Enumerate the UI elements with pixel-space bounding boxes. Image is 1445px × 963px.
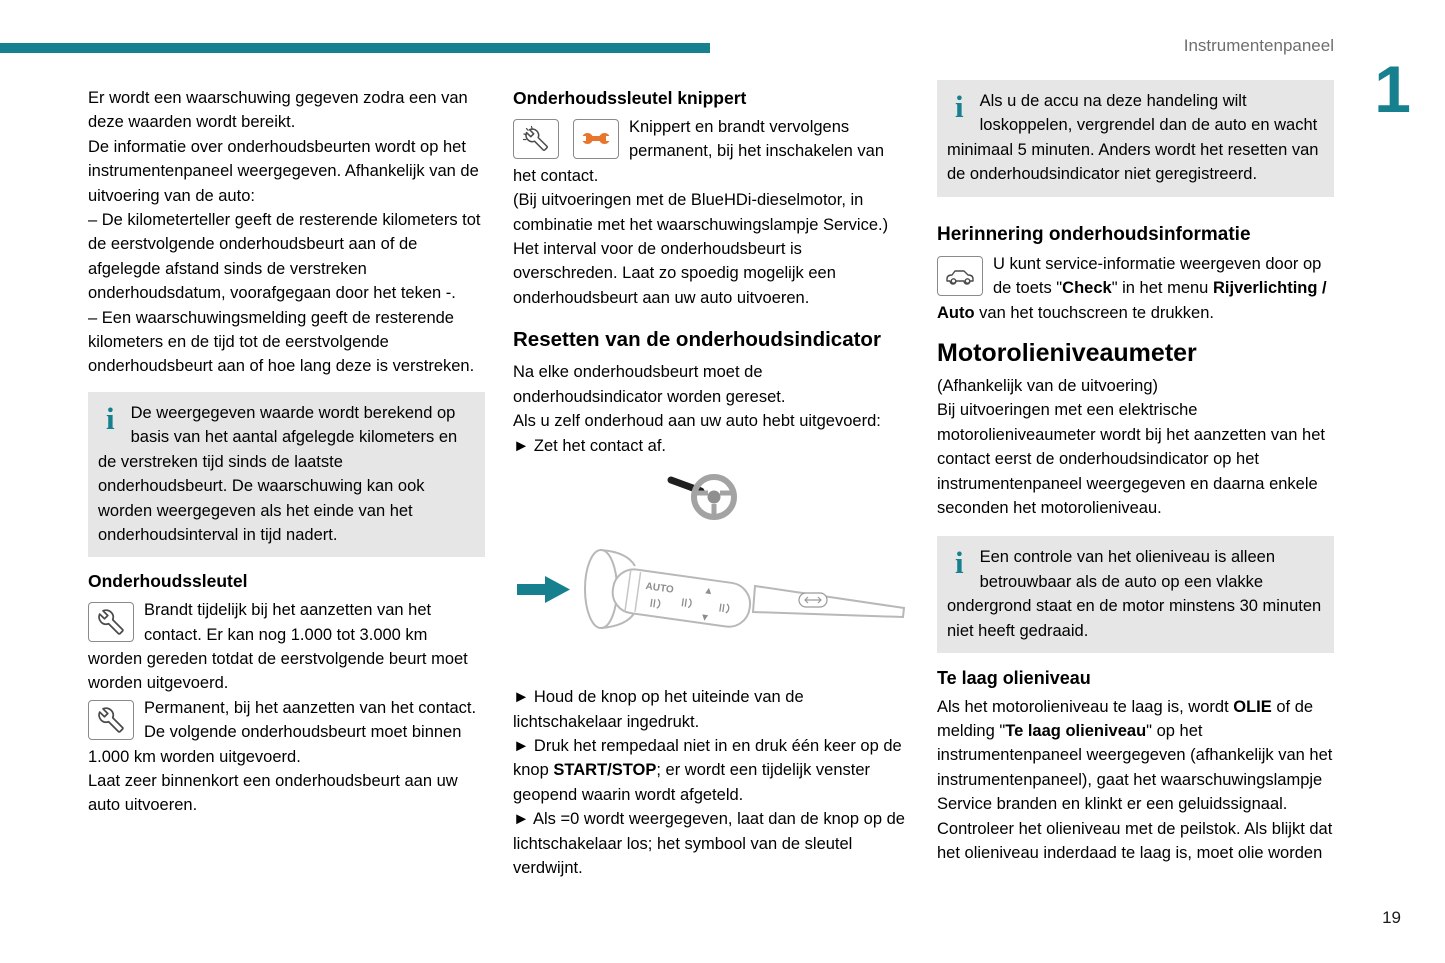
paragraph: Na elke onderhoudsbeurt moet de onderhoudsindicator worden gereset. [513, 363, 786, 406]
light-stalk-drawing [513, 466, 911, 681]
service-key-permanent [88, 696, 485, 769]
paragraph: (Afhankelijk van de uitvoering) [937, 376, 1159, 395]
steering-column-illustration [513, 466, 910, 681]
svg-text:▲: ▲ [702, 585, 715, 598]
section-heading: Onderhoudssleutel [88, 571, 248, 592]
paragraph: Bij uitvoeringen met een elektrische motorolieniveaumeter wordt bij het aanzetten van het contact eerst de onderhoudsindicator op het instrumentenpaneel weergegeven en daarna enkele seconden het motorolieniveau. [937, 401, 1325, 517]
step-item: ► Druk het rempedaal niet in en druk één keer op de knop START/STOP; er wordt een tijdelijk venster geopend waarin wordt afgeteld. [513, 736, 902, 804]
body-text: Brandt tijdelijk bij het aanzetten van het contact. Er kan nog 1.000 tot 3.000 km worden gereden totdat de eerstvolgende beurt moet worden uitgevoerd. [88, 601, 468, 693]
info-box [88, 392, 485, 557]
step-item: ► Houd de knop op het uiteinde van de lichtschakelaar ingedrukt. [513, 688, 804, 731]
info-text: Een controle van het olieniveau is alleen betrouwbaar als de auto op een vlakke ondergrond staat en de motor minstens 30 minuten niet heeft gedraaid. [947, 548, 1322, 640]
body-text: Knippert en brandt vervolgens permanent, bij het inschakelen van het contact. [513, 117, 884, 185]
bullet-item: – De kilometerteller geeft de resterende kilometers tot de eerstvolgende onderhoudsbeurt aan of de afgelegde afstand sinds de verstreken onderhoudsdatum, voorafgegaan door het teken -. [88, 211, 481, 303]
section-heading: Onderhoudssleutel knippert [513, 88, 747, 108]
service-key-blinking [513, 115, 910, 188]
wrench-icon [88, 602, 134, 642]
column-left [88, 86, 485, 818]
wrench-icon [88, 700, 134, 740]
orange-wrench-icon [573, 119, 619, 159]
service-key-steady [88, 598, 485, 696]
step-item: ► Zet het contact af. [513, 436, 666, 455]
bullet-item: – Een waarschuwingsmelding geeft de resterende kilometers en de tijd tot de eerstvolgende onderhoudsbeurt aan of hoe lang deze is verstreken. [88, 308, 475, 376]
paragraph: Er wordt een waarschuwing gegeven zodra een van deze waarden wordt bereikt. [88, 89, 468, 132]
paragraph: Als u zelf onderhoud aan uw auto hebt uitgevoerd: [513, 412, 881, 431]
service-info-reminder [937, 252, 1334, 325]
paragraph: Als het motorolieniveau te laag is, wordt OLIE of de melding "Te laag olieniveau" op het instrumentenpaneel weergegeven (afhankelijk van het instrumentenpaneel), gaat het waarschuwingslampje Service branden en klinkt er een geluidssignaal. Controleer het olieniveau met de peilstok. Als blijkt dat het olieniveau inderdaad te laag is, moet olie worden [937, 697, 1333, 863]
section-heading: Te laag olieniveau [937, 668, 1091, 689]
stalk-auto-label: AUTO [644, 581, 675, 596]
svg-text:▼: ▼ [699, 611, 711, 625]
chapter-section-heading: Motorolieniveaumeter [937, 338, 1197, 367]
info-icon: i [955, 545, 964, 581]
paragraph: De informatie over onderhoudsbeurten wordt op het instrumentenpaneel weergegeven. Afhankelijk van de uitvoering van de auto: [88, 137, 479, 205]
info-text: Als u de accu na deze handeling wilt loskoppelen, vergrendel dan de auto en wacht minimaal 5 minuten. Anders wordt het resetten van de onderhoudsindicator niet geregistreerd. [947, 92, 1319, 184]
body-text: Permanent, bij het aanzetten van het contact. De volgende onderhoudsbeurt moet binnen 1.000 km worden uitgevoerd. [88, 698, 477, 766]
info-icon: i [955, 89, 964, 124]
body-text: U kunt service-informatie weergeven door op de toets "Check" in het menu Rijverlichting / Auto van het touchscreen te drukken. [937, 254, 1327, 322]
section-heading: Herinnering onderhoudsinformatie [937, 223, 1251, 245]
info-box [937, 536, 1334, 653]
page-number: 19 [1382, 908, 1401, 927]
column-right [937, 80, 1334, 865]
info-text: De weergegeven waarde wordt berekend op basis van het aantal afgelegde kilometers en de verstreken tijd sinds de laatste onderhoudsbeurt. De waarschuwing kan ook worden weergegeven als het einde van het onderhoudsinterval in tijd nadert. [98, 403, 458, 544]
top-accent-bar [0, 43, 710, 53]
info-box [937, 80, 1334, 197]
paragraph: Het interval voor de onderhoudsbeurt is overschreden. Laat zo spoedig mogelijk een onderhoudsbeurt aan uw auto uitvoeren. [513, 239, 836, 307]
paragraph: Laat zeer binnenkort een onderhoudsbeurt aan uw auto uitvoeren. [88, 772, 458, 815]
info-icon: i [106, 400, 115, 436]
chapter-number: 1 [1374, 52, 1411, 126]
major-heading: Resetten van de onderhoudsindicator [513, 328, 881, 352]
paragraph: (Bij uitvoeringen met de BlueHDi-dieselmotor, in combinatie met het waarschuwingslampje Service.) [513, 191, 889, 234]
blinking-wrench-icon [513, 119, 559, 159]
running-header: Instrumentenpaneel [1183, 36, 1334, 55]
column-middle [513, 86, 910, 880]
car-service-icon [937, 256, 983, 296]
step-item: ► Als =0 wordt weergegeven, laat dan de knop op de lichtschakelaar los; het symbool van de sleutel verdwijnt. [513, 810, 905, 877]
pointer-arrow-icon [517, 576, 570, 603]
